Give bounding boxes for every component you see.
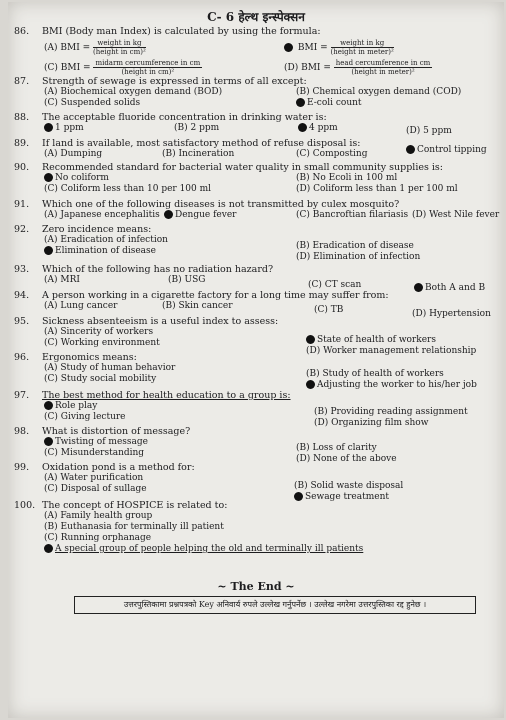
text: (C) Disposal of sullage — [44, 484, 147, 494]
text: Oxidation pond is a method for: — [42, 462, 195, 473]
question-92 — [14, 224, 498, 262]
text: Strength of sewage is expressed in terms of all except: — [42, 76, 307, 87]
answer-mark — [406, 145, 415, 154]
question-91 — [14, 199, 498, 221]
text: (C) Suspended solids — [44, 98, 141, 108]
options-row — [14, 98, 498, 109]
text: head cercumference in cm — [335, 59, 431, 67]
question-text: BMI (Body man Index) is calculated by using the formula: — [42, 26, 321, 37]
text: (B) USG — [168, 275, 206, 285]
text: 92. — [14, 224, 30, 235]
text: What is distortion of message? — [42, 426, 191, 437]
option — [44, 401, 97, 412]
options-row — [14, 338, 498, 356]
options-row — [14, 374, 498, 390]
text: Control tipping — [417, 145, 487, 155]
option-a — [44, 39, 146, 56]
text: The acceptable fluoride concentration in drinking water is: — [42, 112, 327, 123]
text: (A) Water purification — [44, 473, 144, 483]
text: (A) Family health group — [44, 511, 153, 521]
text: If land is available, most satisfactory method of refuse disposal is: — [42, 138, 361, 149]
text: (height in meter)² — [330, 48, 394, 56]
fraction — [334, 59, 433, 76]
option-b — [284, 39, 394, 56]
text: (A) Japanese encephalitis — [44, 210, 160, 220]
text: 95. — [14, 316, 30, 327]
text: E-coli count — [307, 98, 362, 108]
text: (C) Study social mobility — [44, 374, 157, 384]
answer-mark — [298, 123, 307, 132]
question-98 — [14, 426, 498, 464]
text: (D) Worker management relationship — [306, 346, 477, 356]
text: Dengue fever — [175, 210, 237, 220]
text: (A) BMI = — [44, 43, 91, 53]
text: 100. — [14, 500, 36, 511]
text: 96. — [14, 352, 30, 363]
text: (A) Eradication of infection — [44, 235, 168, 245]
text: State of health of workers — [317, 335, 436, 345]
text: (A) Study of human behavior — [44, 363, 176, 373]
text: Sewage treatment — [305, 492, 390, 502]
text: 99. — [14, 462, 30, 473]
question-86 — [14, 26, 498, 77]
option — [44, 123, 84, 134]
question-95 — [14, 316, 498, 356]
options-row — [14, 210, 498, 221]
answer-mark — [296, 98, 305, 107]
answer-mark — [44, 246, 53, 255]
options-row — [14, 275, 498, 293]
text: (C) Composting — [296, 149, 368, 159]
answer-mark — [44, 123, 53, 132]
text: (C) Giving lecture — [44, 412, 126, 422]
question-89 — [14, 138, 498, 160]
text: Recommended standard for bacterial water quality in small community supplies is: — [42, 162, 444, 173]
text: 87. — [14, 76, 30, 87]
text: Elimination of disease — [55, 246, 156, 256]
text: (height in cm)² — [93, 48, 146, 56]
text: Which one of the following diseases is not transmitted by culex mosquito? — [42, 199, 400, 210]
text: BMI = — [297, 43, 328, 53]
option — [44, 437, 148, 448]
text: Both A and B — [425, 283, 486, 293]
text: Adjusting the worker to his/her job — [317, 380, 477, 390]
text: The best method for health education to a group is: — [42, 390, 291, 401]
options-row — [14, 246, 498, 262]
text: 93. — [14, 264, 30, 275]
answer-mark — [44, 437, 53, 446]
text: A special group of people helping the old and terminally ill patients — [55, 544, 364, 554]
text: (C) Coliform less than 10 per 100 ml — [44, 184, 212, 194]
text: (B) Incineration — [162, 149, 235, 159]
question-96 — [14, 352, 498, 390]
option — [164, 210, 236, 221]
options-row — [14, 511, 498, 522]
options-row — [14, 173, 498, 184]
text: (B) Loss of clarity — [296, 443, 377, 453]
text: (C) Running orphanage — [44, 533, 152, 543]
text: (D) Coliform less than 1 per 100 ml — [296, 184, 458, 194]
text: (C) BMI = — [44, 63, 91, 73]
answer-mark — [44, 401, 53, 410]
text: (A) Sincerity of workers — [44, 327, 154, 337]
text: Twisting of message — [55, 437, 148, 447]
question-90 — [14, 162, 498, 195]
text: (C) Bancroftian filariasis — [296, 210, 409, 220]
option — [296, 98, 362, 109]
text: (A) Dumping — [44, 149, 103, 159]
text: 94. — [14, 290, 30, 301]
text: (B) Study of health of workers — [306, 369, 444, 379]
options-row — [14, 57, 498, 77]
question-94 — [14, 290, 498, 319]
text: Which of the following has no radiation hazard? — [42, 264, 274, 275]
text: 4 ppm — [309, 123, 338, 133]
text: Ergonomics means: — [42, 352, 137, 363]
text: (B) 2 ppm — [174, 123, 220, 133]
text: weight in kg — [331, 39, 394, 48]
text: (B) Eradication of disease — [296, 241, 414, 251]
option — [44, 544, 363, 555]
text: The concept of HOSPICE is related to: — [42, 500, 228, 511]
options-row — [14, 448, 498, 464]
page-header: C- 6 हेल्थ इन्स्पेक्सन — [207, 10, 305, 24]
options-row — [14, 544, 498, 555]
text: (A) MRI — [44, 275, 80, 285]
text: No coliform — [55, 173, 109, 183]
text: (height in meter)² — [351, 68, 415, 76]
text: (A) Lung cancer — [44, 301, 118, 311]
text: (C) Working environment — [44, 338, 160, 348]
options-row — [14, 37, 498, 57]
text: (D) West Nile fever — [412, 210, 500, 220]
exam-page — [8, 2, 504, 718]
footer-instruction: उत्तरपुस्तिकामा प्रश्नपत्रको Key अनिवार्य रुपले उल्लेख गर्नुपर्नेछ । उल्लेख नगरेमा उत्तरपुस्तिका रद्द हुनेछ । — [74, 596, 476, 614]
answer-mark — [164, 210, 173, 219]
text: (B) Solid waste disposal — [294, 481, 404, 491]
option-d — [284, 59, 432, 76]
text: (B) Skin cancer — [162, 301, 233, 311]
text: (B) Chemical oxygen demand (COD) — [296, 87, 462, 97]
question-93 — [14, 264, 498, 293]
text: (B) No Ecoli in 100 ml — [296, 173, 398, 183]
answer-mark — [284, 43, 293, 52]
text: Role play — [55, 401, 98, 411]
text: (B) Euthanasia for terminally ill patient — [44, 522, 224, 532]
options-row — [14, 145, 498, 160]
question-87 — [14, 76, 498, 109]
text: midarm cercumference in cm — [95, 59, 201, 67]
text: (D) Organizing film show — [314, 418, 429, 428]
option — [44, 173, 109, 184]
text: Sickness absenteeism is a useful index to assess: — [42, 316, 279, 327]
text: (C) TB — [314, 305, 344, 315]
option-c — [44, 59, 202, 76]
text: A person working in a cigarette factory for a long time may suffer from: — [42, 290, 389, 301]
text: 89. — [14, 138, 30, 149]
question-88 — [14, 112, 498, 134]
answer-mark — [306, 380, 315, 389]
text: (D) BMI = — [284, 63, 331, 73]
question-100 — [14, 500, 498, 555]
text: 91. — [14, 199, 30, 210]
option — [44, 246, 156, 257]
text: (A) Biochemical oxygen demand (BOD) — [44, 87, 223, 97]
text: (height in cm)² — [121, 68, 175, 76]
text: 88. — [14, 112, 30, 123]
text: (B) Providing reading assignment — [314, 407, 468, 417]
text: (D) 5 ppm — [406, 126, 452, 136]
answer-mark — [44, 173, 53, 182]
question-97 — [14, 390, 498, 428]
text: 1 ppm — [55, 123, 84, 133]
answer-mark — [44, 544, 53, 553]
text: (D) Elimination of infection — [296, 252, 421, 262]
option — [298, 123, 338, 134]
options-row — [14, 484, 498, 502]
question-99 — [14, 462, 498, 502]
text: 97. — [14, 390, 30, 401]
options-row — [14, 184, 498, 195]
options-row — [14, 522, 498, 533]
text: 90. — [14, 162, 30, 173]
fraction — [331, 39, 394, 56]
options-row — [14, 123, 498, 134]
option — [406, 145, 487, 156]
text: (C) CT scan — [308, 280, 362, 290]
text: 98. — [14, 426, 30, 437]
options-row — [14, 533, 498, 544]
text: Zero incidence means: — [42, 224, 152, 235]
options-row — [14, 301, 498, 319]
fraction — [93, 39, 146, 56]
text: weight in kg — [93, 39, 146, 48]
text: 86. — [14, 26, 30, 37]
text: (C) Misunderstanding — [44, 448, 145, 458]
options-row — [14, 412, 498, 428]
fraction — [93, 59, 202, 76]
end-marker: ~ The End ~ — [217, 580, 295, 593]
text: (D) None of the above — [296, 454, 397, 464]
options-row — [14, 87, 498, 98]
text: (D) Hypertension — [412, 309, 491, 319]
